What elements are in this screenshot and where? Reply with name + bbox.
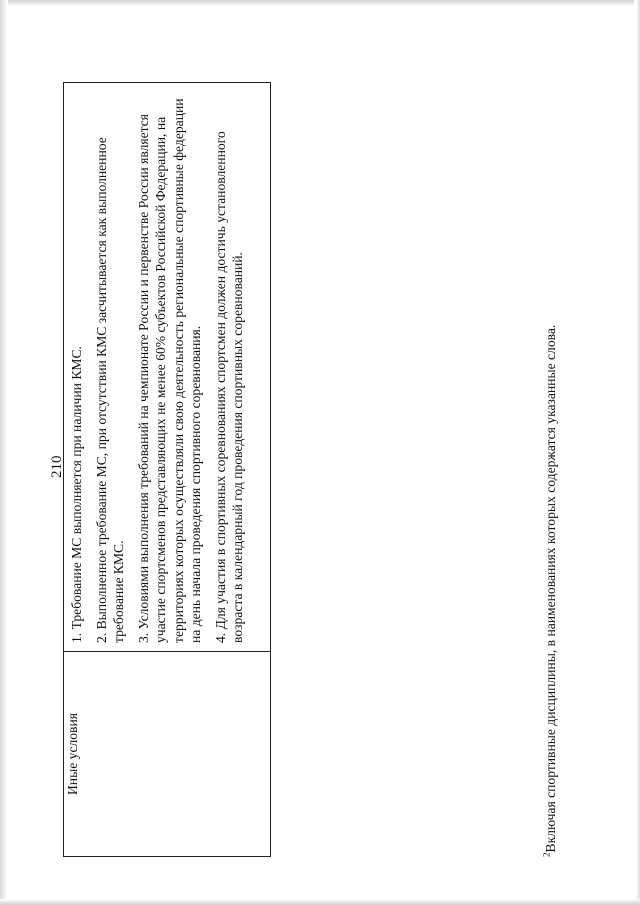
conditions-table <box>63 82 271 857</box>
condition-4: 4. Для участия в спортивных соревнованиях спортсмен должен достичь установленного возраста в календарный год проведения спортивных соревнований. <box>212 131 245 643</box>
table-row <box>64 83 271 857</box>
condition-3: 3. Условиями выполнения требований на чемпионате России и первенстве России является участие спортсменов представляющих не менее 60% субъектов Российской Федерации, на территориях которых осуществляли свою деятельность региональные спортивные федерации на день начала проведения спортивного соревнования. <box>135 98 203 643</box>
footnote-marker: 2 <box>541 852 552 857</box>
condition-2: 2. Выполненное требование МС, при отсутствии КМС засчитывается как выполненное требование КМС. <box>93 137 126 643</box>
row-label: Иные условия <box>65 713 80 796</box>
condition-1: 1. Требование МС выполняется при наличии КМС. <box>69 346 84 643</box>
footnote <box>542 325 559 857</box>
page-number: 210 <box>49 455 65 478</box>
label-cell <box>64 652 271 857</box>
conditions-cell <box>64 83 271 652</box>
footnote-text: Включая спортивные дисциплины, в наименованиях которых содержатся указанные слова. <box>543 324 558 853</box>
